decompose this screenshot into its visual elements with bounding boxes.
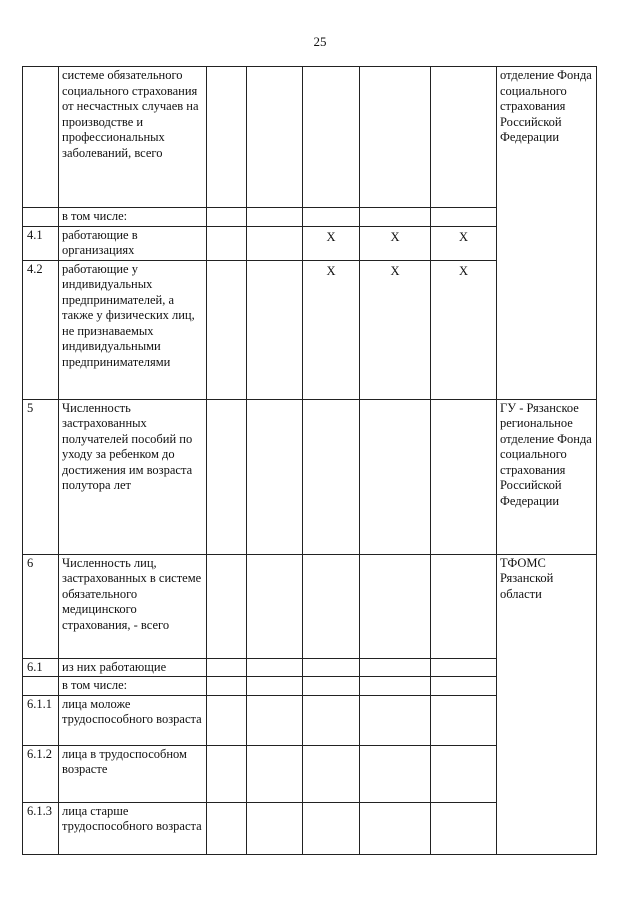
row-number: 4.2 — [23, 260, 59, 399]
row-label: работающие в организациях — [59, 226, 207, 260]
statistics-table — [22, 66, 597, 855]
row-number — [23, 208, 59, 227]
row-label: Численность лиц, застрахованных в системе обязательного медицинского страхования, - всего — [59, 554, 207, 658]
table-row — [23, 399, 597, 554]
row-number: 6.1.2 — [23, 745, 59, 802]
row-number: 6.1.3 — [23, 802, 59, 854]
source-cell: ГУ - Рязанское региональное отделение Фонда социального страхования Российской Федерации — [497, 399, 597, 554]
not-applicable-mark: Х — [360, 226, 431, 260]
row-label: лица моложе трудоспособного возраста — [59, 695, 207, 745]
row-label: лица старше трудоспособного возраста — [59, 802, 207, 854]
not-applicable-mark: Х — [303, 260, 360, 399]
row-number: 6.1.1 — [23, 695, 59, 745]
not-applicable-mark: Х — [431, 226, 497, 260]
row-label: из них работающие — [59, 658, 207, 677]
row-number: 6 — [23, 554, 59, 658]
source-cell: ТФОМС Рязанской области — [497, 554, 597, 854]
row-label: Численность застрахованных получателей пособий по уходу за ребенком до достижения им возраста полутора лет — [59, 399, 207, 554]
row-number: 6.1 — [23, 658, 59, 677]
not-applicable-mark: Х — [303, 226, 360, 260]
not-applicable-mark: Х — [431, 260, 497, 399]
row-label: в том числе: — [59, 677, 207, 696]
row-label: в том числе: — [59, 208, 207, 227]
table-row — [23, 67, 597, 208]
row-label: работающие у индивидуальных предпринимателей, а также у физических лиц, не признаваемых индивидуальными предпринимателями — [59, 260, 207, 399]
row-number — [23, 677, 59, 696]
row-label: лица в трудоспособном возрасте — [59, 745, 207, 802]
row-label: системе обязательного социального страхования от несчастных случаев на производстве и профессиональных заболеваний, всего — [59, 67, 207, 208]
table-row — [23, 554, 597, 658]
row-number — [23, 67, 59, 208]
row-number: 5 — [23, 399, 59, 554]
source-cell: отделение Фонда социального страхования Российской Федерации — [497, 67, 597, 400]
page-number: 25 — [313, 34, 327, 49]
not-applicable-mark: Х — [360, 260, 431, 399]
row-number: 4.1 — [23, 226, 59, 260]
